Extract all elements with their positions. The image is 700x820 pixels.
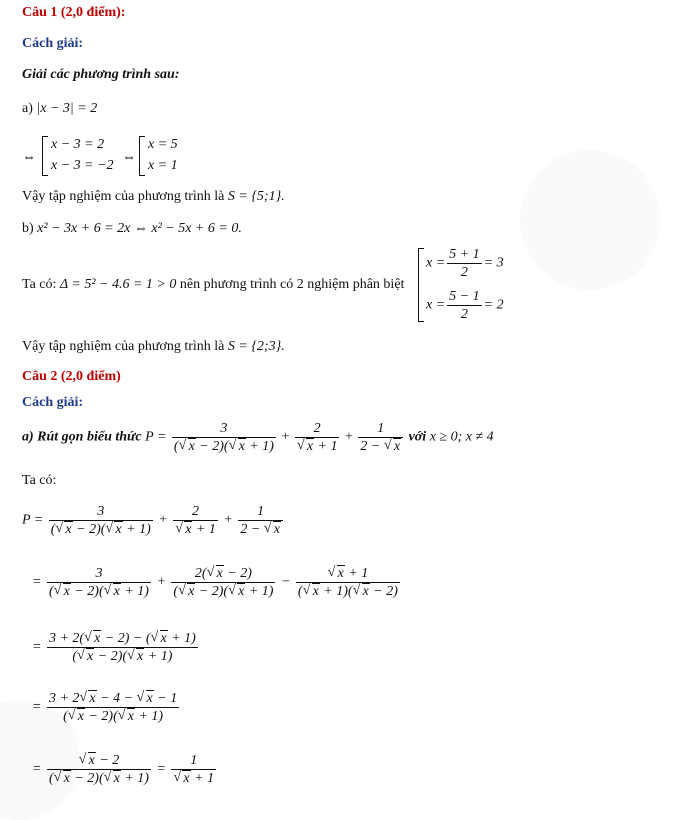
q2a-step-3: = $\frac{3 + 2(√ x - 2) - (√ x + 1)}{(√ x - 2)(√ x + 1)}$: [32, 630, 200, 665]
q1b-roots-bracket: [418, 248, 424, 322]
q1b-equation: x² − 3x + 6 = 2x ⇔ x² − 5x + 6 = 0.: [37, 221, 242, 236]
q2-method-label: Cách giải:: [22, 395, 84, 410]
q2-heading: Câu 2 (2,0 điểm): [22, 369, 121, 384]
q1b-reason: [22, 276, 404, 294]
q1a-line: [22, 100, 97, 118]
q1b-reason-suffix: nên phương trình có 2 nghiệm phân biệt: [179, 277, 405, 292]
q1-task: Giải các phương trình sau:: [22, 67, 180, 82]
q2a-term-2: 2 √ x + 1: [295, 420, 340, 455]
q1a-equiv-2: ⇔: [122, 150, 136, 165]
q2a-condition: x ≥ 0; x ≠ 4: [429, 429, 494, 445]
q1b-root-1: x = $\frac{5 + 1}{2}$ = 3: [426, 247, 504, 280]
q2a-step-1: P = $\frac{3}{(√ x - 2)(√ x + 1)}$ + 2 √ x + 1 + $\frac{1}{2 - √ x}$: [22, 503, 285, 538]
q1a-conclusion-text: Vậy tập nghiệm của phương trình là: [22, 189, 225, 204]
q1b-root-2-fraction: $\frac{5 - 1}{2}$: [449, 289, 480, 322]
q2a-task-text: a) Rút gọn biểu thức: [22, 429, 142, 445]
q2a-step-4: = $\frac{3 + 2√ x - 4 - √ x - 1}{(√ x - 2)(√ x + 1)}$: [32, 690, 181, 725]
q1b-label: b): [22, 221, 34, 236]
q2a-step-5: = √ $\frac{x - 2}{(√ x - 2)(√ x + 1)}$ = 1 √ x + 1: [32, 752, 218, 787]
q1a-conclusion: [22, 188, 285, 206]
q1a-case-1: x − 3 = 2: [51, 137, 105, 152]
q2a-task: a) Rút gọn biểu thức P = $\frac{3}{(√ x - 2)(√ x + 1)}$ + 2 √ x + 1 + $\frac{1}{2 - √ x}$ với x ≥ 0; x ≠ 4: [22, 420, 494, 455]
q1a-equiv-1: ⇔: [22, 150, 36, 165]
q1b-conclusion: [22, 338, 285, 356]
q1a-result-2: x = 1: [148, 158, 178, 173]
q2a-term-3: $\frac{1}{2 - √ x}$: [358, 420, 403, 455]
q1a-result-1: x = 5: [148, 137, 178, 152]
q1b-delta: Δ = 5² − 4.6 = 1 > 0: [59, 277, 177, 292]
q2a-ta-co: Ta có:: [22, 473, 57, 488]
q1a-label: a): [22, 101, 33, 116]
q1-heading: Câu 1 (2,0 điểm):: [22, 5, 126, 20]
q1-method-label: Cách giải:: [22, 36, 84, 51]
q1a-equation: |x − 3| = 2: [36, 101, 98, 116]
q1a-bracket-1: [42, 136, 48, 176]
q1b-root-2: x = $\frac{5 - 1}{2}$ = 2: [426, 289, 504, 322]
q1b-root-1-fraction: $\frac{5 + 1}{2}$: [449, 247, 480, 280]
q1a-solution-set: S = {5;1}.: [227, 189, 285, 204]
q1a-case-2: x − 3 = −2: [51, 158, 114, 173]
q2a-step-2: = $\frac{3}{(√ x - 2)(√ x + 1)}$ + $\frac{2(√ x - 2)}{(√ x - 2)(√ x + 1)}$ − √ $\frac{x + 1}{(√ x + 1)(√ x - 2)}$: [32, 565, 402, 600]
q1b-line: [22, 220, 242, 238]
watermark-shape: [520, 150, 660, 290]
q2a-term-1: $\frac{3}{(√ x - 2)(√ x + 1)}$: [172, 420, 276, 455]
q1b-reason-prefix: Ta có:: [22, 277, 57, 292]
q1a-bracket-2: [139, 136, 145, 176]
q1b-conclusion-text: Vậy tập nghiệm của phương trình là: [22, 339, 225, 354]
q1b-solution-set: S = {2;3}.: [227, 339, 285, 354]
